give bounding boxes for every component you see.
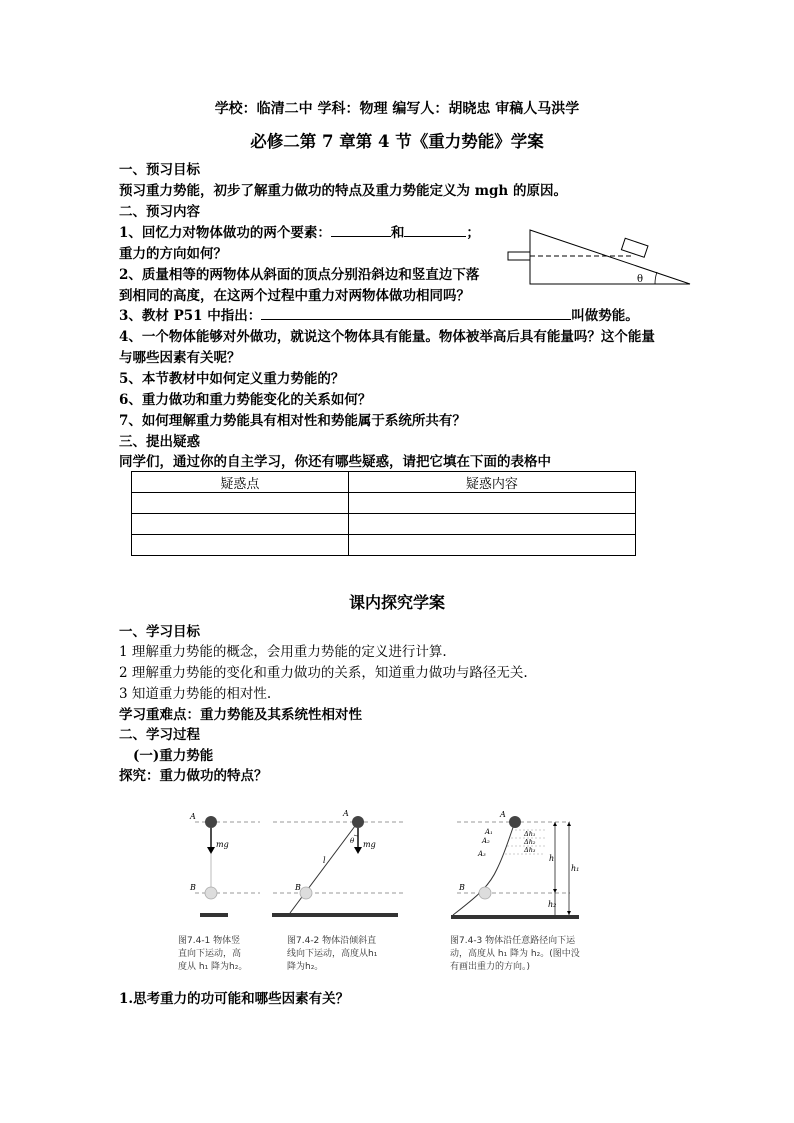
figure-vertical-fall (185, 805, 265, 925)
figure-caption-3 (450, 935, 580, 974)
label-a1: A₁ (485, 828, 493, 836)
table-header-content: 疑惑内容 (348, 472, 635, 493)
inclass-heading-goal: 一、学习目标 (119, 624, 200, 640)
figure-caption-2 (287, 935, 377, 974)
label-b: B (459, 883, 465, 892)
label-l: l (323, 856, 326, 865)
table-row[interactable] (132, 514, 636, 535)
table-cell[interactable] (132, 493, 349, 514)
question-4-line2: 与哪些因素有关呢？ (119, 350, 241, 366)
caption-line: 图7.4-3 物体沿任意路径向下运 (450, 936, 576, 946)
caption-line: 有画出重力的方向。) (450, 962, 531, 972)
question-5: 5、本节教材中如何定义重力势能的？ (119, 371, 345, 387)
doubts-table (131, 471, 636, 556)
caption-line: 图7.4-2 物体沿倾斜直 (287, 936, 377, 946)
inclass-goal-2: 2 理解重力势能的变化和重力做功的关系，知道重力做功与路径无关. (119, 665, 528, 681)
caption-line: 线向下运动，高度从h₁ (287, 949, 378, 959)
inclass-goal-3: 3 知道重力势能的相对性. (119, 686, 272, 702)
preview-goal-text: 预习重力势能，初步了解重力做功的特点及重力势能定义为 mgh 的原因。 (119, 183, 567, 199)
inclass-explore: 探究：重力做功的特点？ (119, 768, 268, 784)
question-1-text: 1、回忆力对物体做功的两个要素： (119, 225, 331, 241)
table-header-point: 疑惑点 (132, 472, 349, 493)
label-dh2: Δh₂ (524, 838, 536, 846)
inclass-title: 课内探究学案 (348, 593, 445, 612)
incline-angle-label: θ (637, 274, 644, 285)
caption-line: 图7.4-1 物体竖 (178, 936, 241, 946)
question-2-line2: 到相同的高度，在这两个过程中重力对两物体做功相同吗？ (119, 288, 470, 304)
table-row[interactable] (132, 493, 636, 514)
inclass-key-points: 学习重难点：重力势能及其系统性相对性 (119, 707, 362, 723)
label-a3: A₃ (478, 850, 486, 858)
table-cell[interactable] (348, 493, 635, 514)
blank-field[interactable] (261, 307, 571, 320)
label-a: A (190, 812, 196, 821)
label-mg: mg (363, 840, 376, 849)
label-dh3: Δh₃ (524, 846, 536, 854)
label-theta: θ (350, 837, 355, 845)
question-6: 6、重力做功和重力势能变化的关系如何？ (119, 392, 372, 408)
question-2-line1: 2、质量相等的两物体从斜面的顶点分别沿斜边和竖直边下落 (119, 267, 480, 283)
blank-field[interactable] (331, 224, 391, 237)
preview-heading-doubts: 三、提出疑惑 (119, 434, 200, 450)
table-header-row (132, 472, 636, 493)
preview-heading-goal: 一、预习目标 (119, 162, 200, 178)
question-3-end: 叫做势能。 (571, 308, 639, 324)
think-question: 1.思考重力的功可能和哪些因素有关？ (119, 991, 350, 1007)
question-1 (119, 224, 480, 242)
doubts-prompt: 同学们，通过你的自主学习，你还有哪些疑惑，请把它填在下面的表格中 (119, 454, 551, 470)
label-b: B (295, 883, 301, 892)
incline-diagram (505, 222, 695, 288)
question-1-end: ； (466, 225, 480, 241)
inclass-sub-gravity-pe: (一)重力势能 (133, 748, 214, 764)
label-a: A (500, 810, 506, 819)
question-7: 7、如何理解重力势能具有相对性和势能属于系统所共有？ (119, 413, 466, 429)
inclass-goal-1: 1 理解重力势能的概念，会用重力势能的定义进行计算. (119, 644, 447, 660)
question-3 (119, 307, 639, 325)
question-1-and: 和 (390, 225, 405, 241)
figure-caption-1 (178, 935, 247, 974)
label-h1: h₁ (571, 864, 580, 873)
label-dh1: Δh₁ (524, 830, 536, 838)
label-mg: mg (216, 840, 229, 849)
caption-line: 动，高度从 h₁ 降为 h₂。(图中没 (450, 949, 580, 959)
figure-arbitrary-path (445, 803, 585, 925)
question-4-line1: 4、一个物体能够对外做功，就说这个物体具有能量。物体被举高后具有能量吗？这个能量 (119, 329, 655, 345)
caption-line: 直向下运动，高 (178, 949, 242, 959)
figure-incline-fall (268, 805, 408, 925)
label-a: A (343, 809, 349, 818)
table-cell[interactable] (348, 535, 635, 556)
label-h2: h₂ (548, 900, 557, 909)
question-3-text: 3、教材 P51 中指出： (119, 308, 262, 324)
table-cell[interactable] (132, 514, 349, 535)
school-info: 学校：临清二中 学科：物理 编写人：胡晓忠 审稿人马洪学 (214, 101, 580, 117)
label-a2: A₂ (482, 837, 490, 845)
table-row[interactable] (132, 535, 636, 556)
question-1-gravity-direction: 重力的方向如何？ (119, 246, 227, 262)
page-title: 必修二第 7 章第 4 节《重力势能》学案 (250, 132, 544, 151)
inclass-heading-process: 二、学习过程 (119, 727, 200, 743)
preview-heading-content: 二、预习内容 (119, 204, 200, 220)
blank-field[interactable] (404, 224, 466, 237)
caption-line: 度从 h₁ 降为h₂。 (178, 962, 248, 972)
caption-line: 降为h₂。 (287, 962, 324, 972)
label-h: h (549, 854, 555, 863)
table-cell[interactable] (348, 514, 635, 535)
table-cell[interactable] (132, 535, 349, 556)
label-b: B (190, 883, 196, 892)
